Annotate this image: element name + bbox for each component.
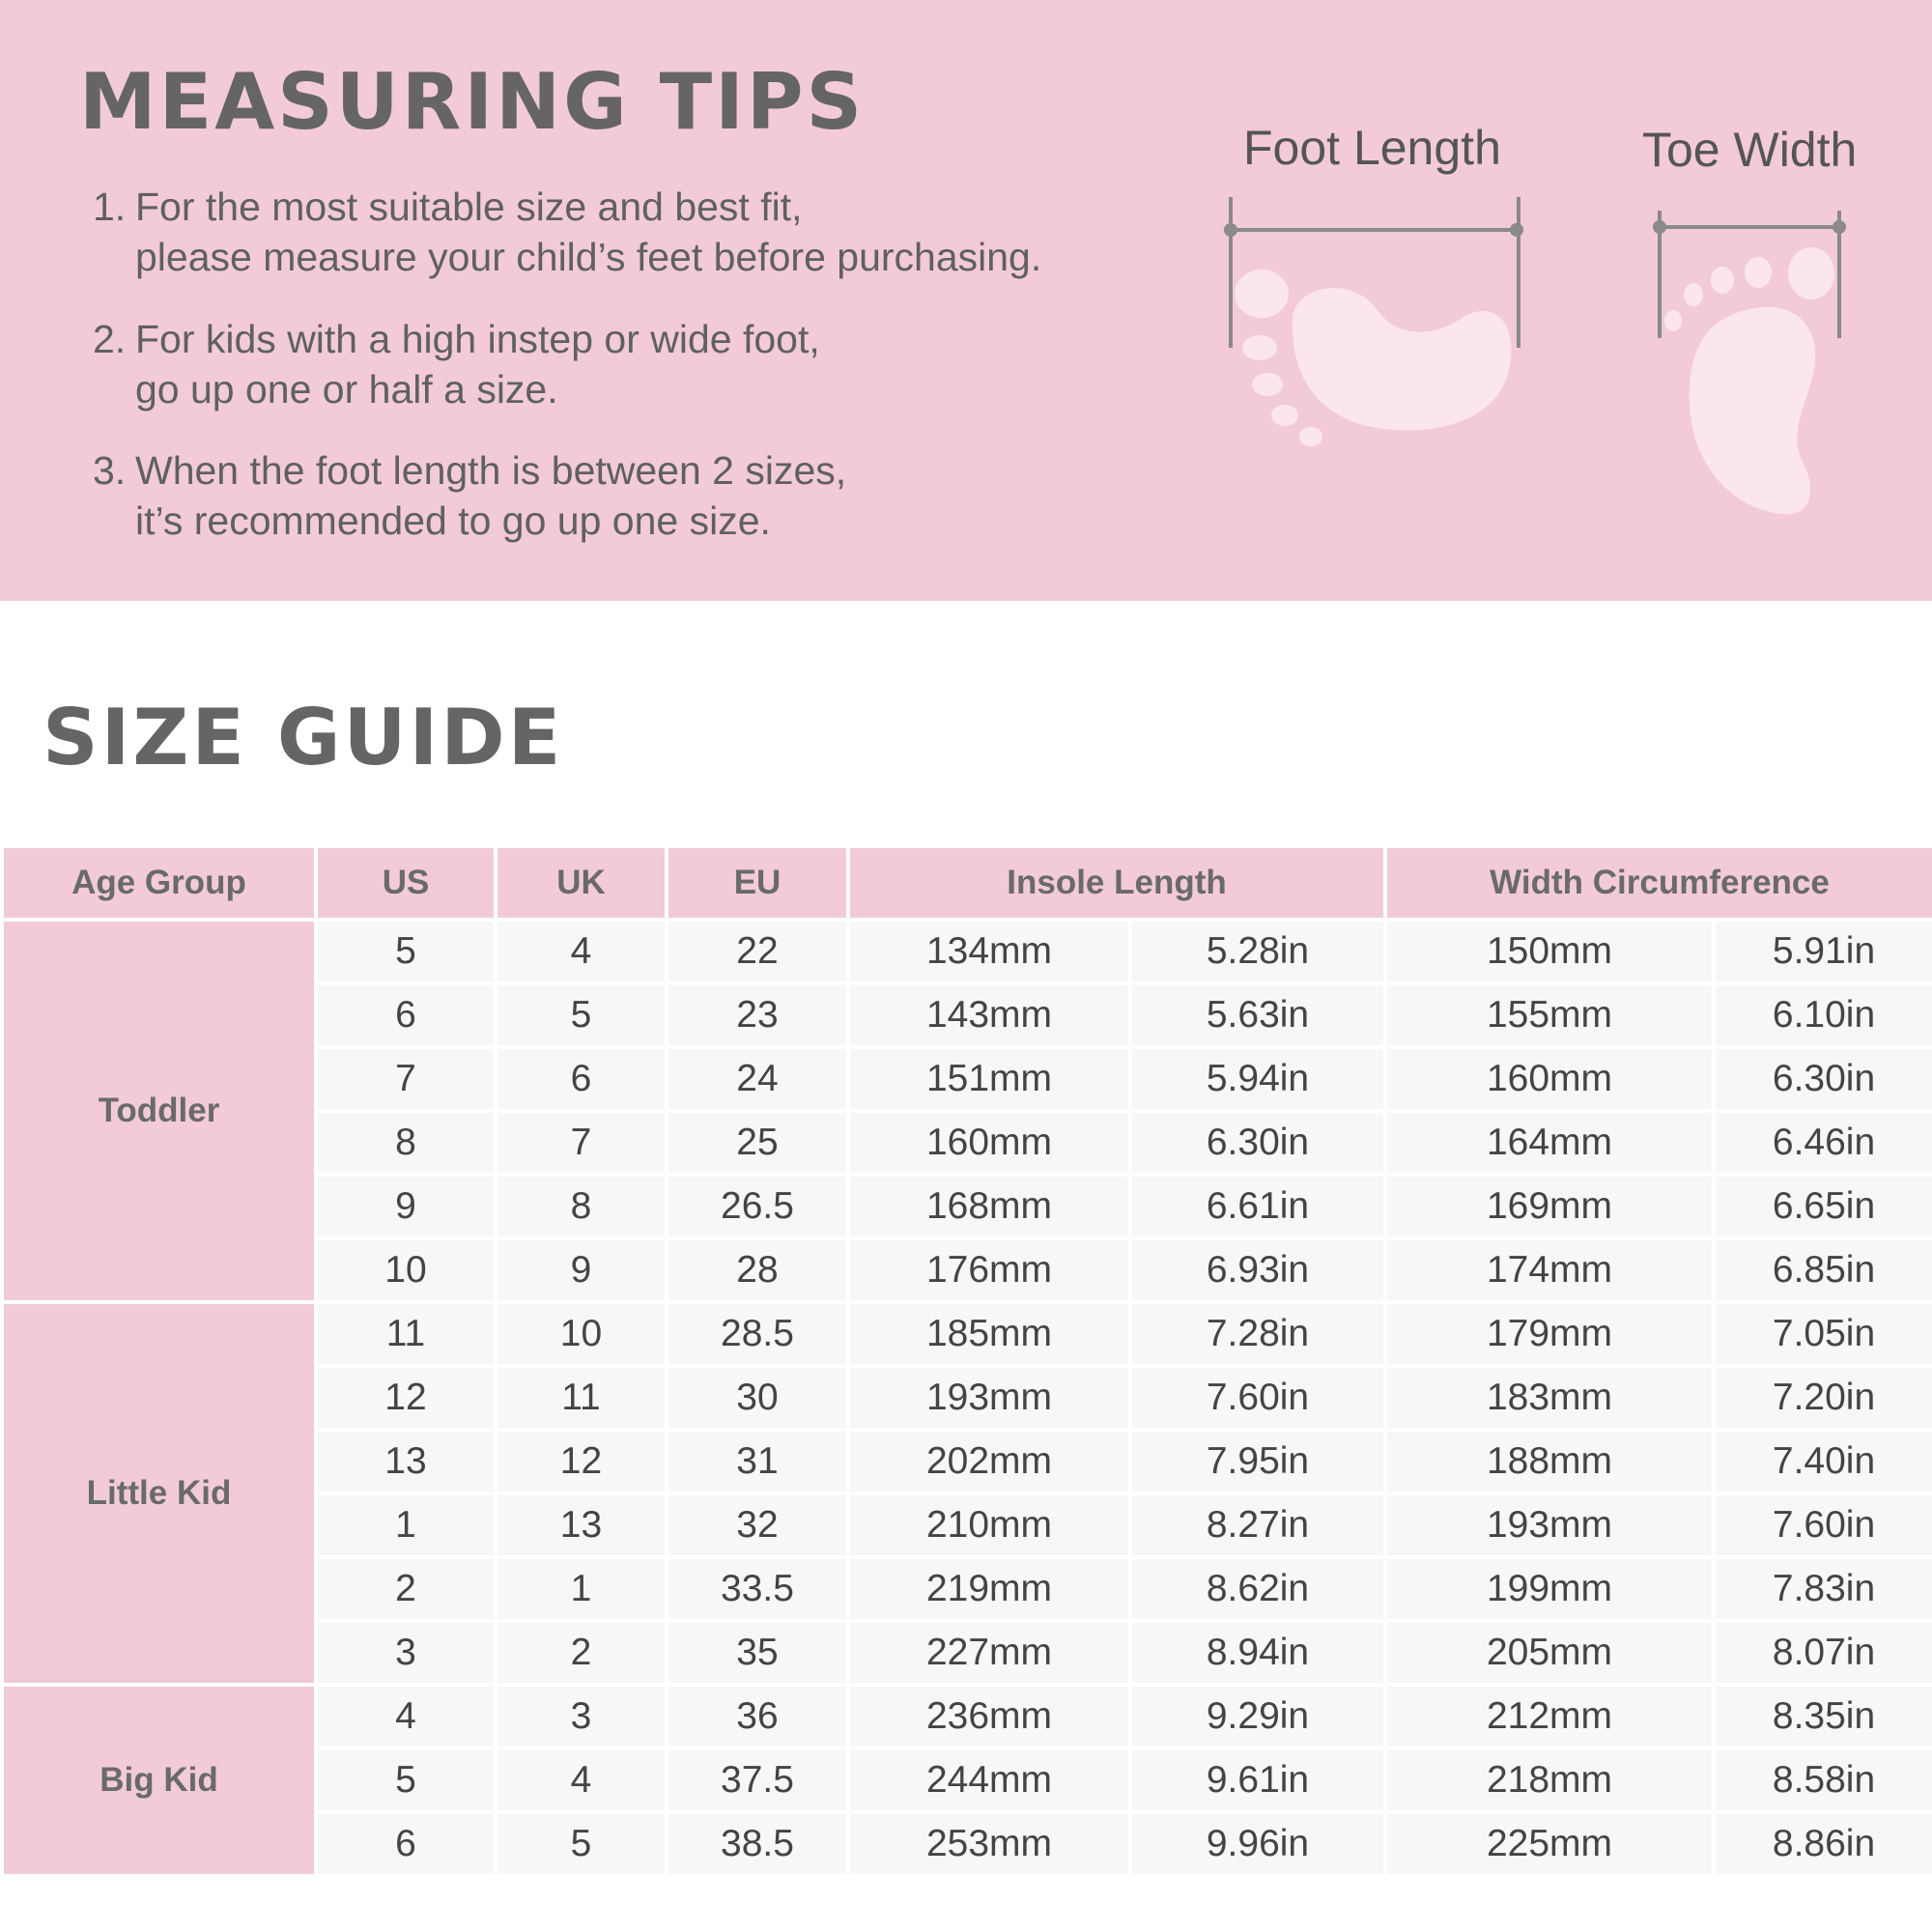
header-age-group: Age Group [2, 846, 316, 920]
header-us: US [316, 846, 496, 920]
uk-cell: 3 [496, 1685, 667, 1748]
eu-cell: 33.5 [667, 1557, 848, 1621]
eu-cell: 30 [667, 1366, 848, 1430]
tip-number: 3. [93, 448, 127, 493]
insole-mm-cell: 193mm [848, 1366, 1130, 1430]
insole-mm-cell: 134mm [848, 920, 1130, 983]
width-mm-cell: 169mm [1385, 1175, 1714, 1238]
age-group-cell: Big Kid [2, 1685, 316, 1876]
tip-2 [93, 314, 1204, 414]
insole-mm-cell: 168mm [848, 1175, 1130, 1238]
insole-in-cell: 9.96in [1130, 1812, 1385, 1876]
eu-cell: 32 [667, 1493, 848, 1557]
width-mm-cell: 160mm [1385, 1047, 1714, 1111]
uk-cell: 4 [496, 920, 667, 983]
insole-in-cell: 6.30in [1130, 1111, 1385, 1175]
width-mm-cell: 212mm [1385, 1685, 1714, 1748]
eu-cell: 22 [667, 920, 848, 983]
tip-line: please measure your child’s feet before purchasing. [135, 235, 1042, 279]
us-cell: 6 [316, 1812, 496, 1876]
insole-mm-cell: 227mm [848, 1621, 1130, 1685]
width-mm-cell: 193mm [1385, 1493, 1714, 1557]
toe-width-label: Toe Width [1642, 123, 1858, 177]
eu-cell: 37.5 [667, 1748, 848, 1812]
tip-number: 2. [93, 317, 127, 361]
insole-in-cell: 7.95in [1130, 1430, 1385, 1493]
eu-cell: 23 [667, 983, 848, 1047]
toe-width-icon [1653, 211, 1846, 514]
width-in-cell: 6.65in [1714, 1175, 1932, 1238]
uk-cell: 13 [496, 1493, 667, 1557]
width-in-cell: 7.83in [1714, 1557, 1932, 1621]
width-in-cell: 8.07in [1714, 1621, 1932, 1685]
us-cell: 12 [316, 1366, 496, 1430]
us-cell: 4 [316, 1685, 496, 1748]
width-mm-cell: 155mm [1385, 983, 1714, 1047]
width-mm-cell: 164mm [1385, 1111, 1714, 1175]
eu-cell: 28 [667, 1238, 848, 1302]
insole-in-cell: 9.29in [1130, 1685, 1385, 1748]
us-cell: 8 [316, 1111, 496, 1175]
tip-1 [93, 182, 1204, 282]
width-mm-cell: 218mm [1385, 1748, 1714, 1812]
uk-cell: 8 [496, 1175, 667, 1238]
insole-in-cell: 5.28in [1130, 920, 1385, 983]
size-guide-table [0, 844, 1932, 1878]
foot-measure-diagram [1198, 184, 1893, 531]
tip-line: go up one or half a size. [135, 367, 558, 412]
width-in-cell: 7.20in [1714, 1366, 1932, 1430]
foot-length-icon [1224, 197, 1523, 446]
eu-cell: 38.5 [667, 1812, 848, 1876]
insole-in-cell: 6.93in [1130, 1238, 1385, 1302]
width-in-cell: 7.40in [1714, 1430, 1932, 1493]
insole-mm-cell: 176mm [848, 1238, 1130, 1302]
width-in-cell: 5.91in [1714, 920, 1932, 983]
insole-in-cell: 8.62in [1130, 1557, 1385, 1621]
table-header-row [2, 846, 1932, 920]
insole-mm-cell: 151mm [848, 1047, 1130, 1111]
us-cell: 11 [316, 1302, 496, 1366]
us-cell: 2 [316, 1557, 496, 1621]
tip-line: For the most suitable size and best fit, [135, 185, 803, 229]
age-group-cell: Toddler [2, 920, 316, 1302]
header-insole-length: Insole Length [848, 846, 1385, 920]
uk-cell: 2 [496, 1621, 667, 1685]
insole-in-cell: 9.61in [1130, 1748, 1385, 1812]
width-in-cell: 6.10in [1714, 983, 1932, 1047]
us-cell: 3 [316, 1621, 496, 1685]
uk-cell: 12 [496, 1430, 667, 1493]
width-in-cell: 6.46in [1714, 1111, 1932, 1175]
width-in-cell: 7.60in [1714, 1493, 1932, 1557]
insole-in-cell: 5.63in [1130, 983, 1385, 1047]
uk-cell: 11 [496, 1366, 667, 1430]
measuring-tips-panel [0, 0, 1932, 601]
uk-cell: 4 [496, 1748, 667, 1812]
eu-cell: 31 [667, 1430, 848, 1493]
uk-cell: 9 [496, 1238, 667, 1302]
insole-mm-cell: 202mm [848, 1430, 1130, 1493]
insole-mm-cell: 253mm [848, 1812, 1130, 1876]
insole-in-cell: 7.60in [1130, 1366, 1385, 1430]
width-mm-cell: 174mm [1385, 1238, 1714, 1302]
width-mm-cell: 188mm [1385, 1430, 1714, 1493]
us-cell: 6 [316, 983, 496, 1047]
insole-mm-cell: 219mm [848, 1557, 1130, 1621]
uk-cell: 5 [496, 1812, 667, 1876]
us-cell: 1 [316, 1493, 496, 1557]
us-cell: 5 [316, 920, 496, 983]
uk-cell: 10 [496, 1302, 667, 1366]
header-width-circumference: Width Circumference [1385, 846, 1932, 920]
tip-line: it’s recommended to go up one size. [135, 498, 771, 543]
insole-in-cell: 8.94in [1130, 1621, 1385, 1685]
width-mm-cell: 179mm [1385, 1302, 1714, 1366]
header-uk: UK [496, 846, 667, 920]
foot-length-label: Foot Length [1243, 121, 1501, 175]
table-row [2, 920, 1932, 983]
width-mm-cell: 199mm [1385, 1557, 1714, 1621]
us-cell: 7 [316, 1047, 496, 1111]
size-guide-title: SIZE GUIDE [43, 693, 564, 782]
eu-cell: 25 [667, 1111, 848, 1175]
us-cell: 13 [316, 1430, 496, 1493]
width-in-cell: 8.58in [1714, 1748, 1932, 1812]
width-in-cell: 8.86in [1714, 1812, 1932, 1876]
us-cell: 9 [316, 1175, 496, 1238]
uk-cell: 6 [496, 1047, 667, 1111]
age-group-cell: Little Kid [2, 1302, 316, 1685]
insole-mm-cell: 236mm [848, 1685, 1130, 1748]
measuring-tips-title: MEASURING TIPS [79, 57, 866, 147]
eu-cell: 26.5 [667, 1175, 848, 1238]
width-in-cell: 8.35in [1714, 1685, 1932, 1748]
table-row [2, 1685, 1932, 1748]
insole-in-cell: 8.27in [1130, 1493, 1385, 1557]
width-in-cell: 7.05in [1714, 1302, 1932, 1366]
insole-mm-cell: 185mm [848, 1302, 1130, 1366]
tip-line: When the foot length is between 2 sizes, [135, 448, 847, 493]
us-cell: 5 [316, 1748, 496, 1812]
uk-cell: 5 [496, 983, 667, 1047]
insole-in-cell: 5.94in [1130, 1047, 1385, 1111]
insole-in-cell: 7.28in [1130, 1302, 1385, 1366]
width-mm-cell: 205mm [1385, 1621, 1714, 1685]
uk-cell: 7 [496, 1111, 667, 1175]
insole-mm-cell: 143mm [848, 983, 1130, 1047]
us-cell: 10 [316, 1238, 496, 1302]
insole-in-cell: 6.61in [1130, 1175, 1385, 1238]
width-mm-cell: 150mm [1385, 920, 1714, 983]
table-row [2, 1302, 1932, 1366]
width-mm-cell: 183mm [1385, 1366, 1714, 1430]
insole-mm-cell: 160mm [848, 1111, 1130, 1175]
insole-mm-cell: 244mm [848, 1748, 1130, 1812]
eu-cell: 36 [667, 1685, 848, 1748]
eu-cell: 28.5 [667, 1302, 848, 1366]
width-in-cell: 6.30in [1714, 1047, 1932, 1111]
eu-cell: 35 [667, 1621, 848, 1685]
width-in-cell: 6.85in [1714, 1238, 1932, 1302]
header-eu: EU [667, 846, 848, 920]
tip-3 [93, 445, 1204, 546]
eu-cell: 24 [667, 1047, 848, 1111]
tip-number: 1. [93, 185, 127, 229]
width-mm-cell: 225mm [1385, 1812, 1714, 1876]
insole-mm-cell: 210mm [848, 1493, 1130, 1557]
tip-line: For kids with a high instep or wide foot, [135, 317, 820, 361]
uk-cell: 1 [496, 1557, 667, 1621]
